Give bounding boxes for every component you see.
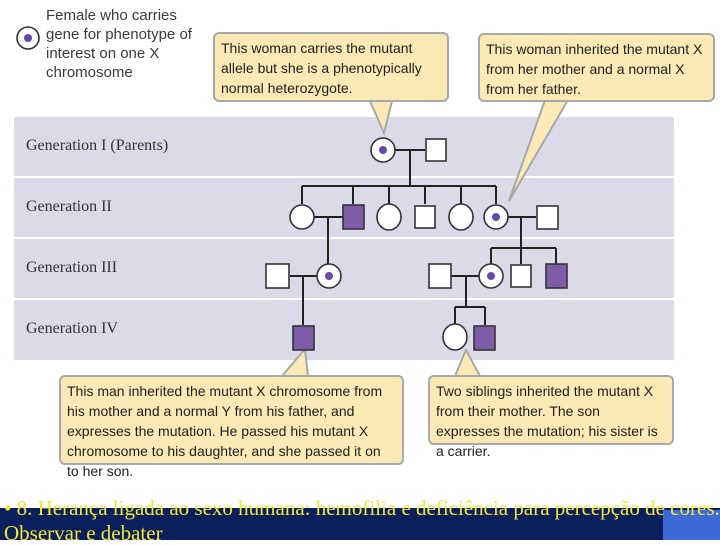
generation-label-3: Generation III bbox=[26, 259, 118, 276]
callout-top-left: This woman carries the mutant allele but she is a phenotypically normal heterozygote. bbox=[213, 32, 449, 102]
male-unaffected-iii3 bbox=[429, 264, 451, 288]
carrier-dot-icon bbox=[487, 272, 495, 280]
generation-label-2: Generation II bbox=[26, 198, 112, 215]
footer-caption bbox=[4, 496, 720, 546]
male-unaffected-i2 bbox=[426, 139, 446, 161]
carrier-dot-icon bbox=[379, 146, 387, 154]
legend-text: Female who carries gene for phenotype of interest on one X chromosome bbox=[46, 7, 192, 81]
footer-caption-text: 8. Herança ligada ao sexo humana: hemofilia e deficiência para percepção de cores. Observar e debater bbox=[4, 496, 720, 545]
male-unaffected-ii7 bbox=[537, 206, 558, 229]
male-affected-ii2 bbox=[343, 205, 364, 229]
male-affected-iii6 bbox=[546, 264, 567, 288]
carrier-dot-icon bbox=[325, 272, 333, 280]
male-unaffected-iii5 bbox=[511, 265, 531, 287]
generation-label-1: Generation I (Parents) bbox=[26, 137, 169, 154]
male-unaffected-iii1 bbox=[266, 264, 289, 288]
female-unaffected-iv2 bbox=[443, 324, 467, 350]
callout-bottom-right: Two siblings inherited the mutant X from their mother. The son expresses the mutation; his sister is a carrier. bbox=[428, 375, 674, 445]
male-affected-iv1 bbox=[293, 326, 314, 350]
footer-bullet: • bbox=[4, 496, 12, 520]
female-unaffected-ii5 bbox=[449, 204, 473, 230]
male-unaffected-ii4 bbox=[415, 206, 435, 228]
generation-label-4: Generation IV bbox=[26, 320, 118, 337]
callout-bottom-left: This man inherited the mutant X chromosome from his mother and a normal Y from his father, and expresses the mutation. He passed his mutant X chromosome to his daughter, and she passed it on to her son. bbox=[59, 375, 404, 465]
callout-top-right: This woman inherited the mutant X from her mother and a normal X from her father. bbox=[478, 33, 715, 102]
female-unaffected-ii1 bbox=[290, 205, 314, 229]
male-affected-iv3 bbox=[474, 326, 495, 350]
legend-symbol bbox=[17, 27, 39, 49]
pedigree-lines bbox=[290, 150, 556, 325]
carrier-dot-icon bbox=[24, 34, 32, 42]
carrier-dot-icon bbox=[492, 213, 500, 221]
female-unaffected-ii3 bbox=[377, 204, 401, 230]
